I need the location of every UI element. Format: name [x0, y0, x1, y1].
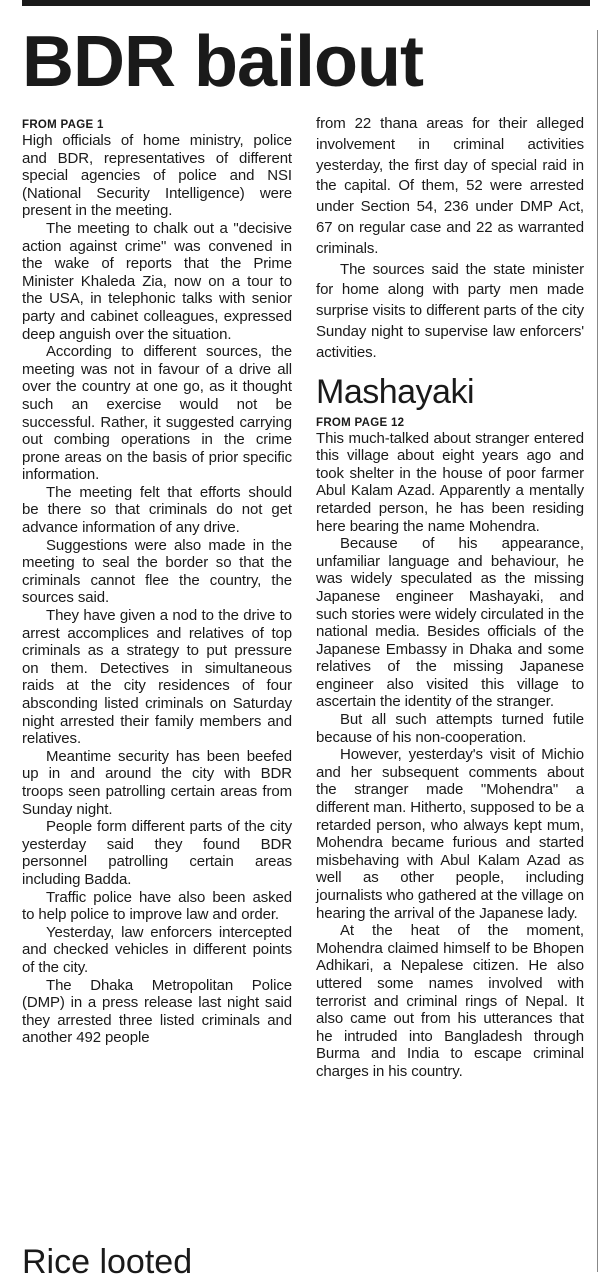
paragraph: According to different sources, the meeting was not in favour of a drive all over the country at one go, as it thought such an exercise would not be successful. Rather, it suggested carrying out combing operations in the crime prone areas on the basis of prior specific information.	[22, 343, 292, 484]
paragraph: At the heat of the moment, Mohendra claimed himself to be Bhopen Adhikari, a Nepalese citizen. He also uttered some names involved with terrorist and criminal rings of Nepal. It also came out from his utterances that he intruded into Bangladesh through Burma and India to escape criminal charges in his country.	[316, 922, 584, 1080]
paragraph: However, yesterday's visit of Michio and her subsequent comments about the stranger made "Mohendra" a different man. Hitherto, supposed to be a retarded person, who always kept mum, Mohendra became furious and started misbehaving with Abul Kalam Azad as well as other people, including journalists who gathered at the village on hearing the arrival of the Japanese lady.	[316, 746, 584, 922]
story-column-left	[22, 118, 292, 1047]
paragraph: Suggestions were also made in the meeting to seal the border so that the criminals cannot flee the country, the sources said.	[22, 536, 292, 607]
paragraph: People form different parts of the city yesterday said they found BDR personnel patrolling certain areas including Badda.	[22, 818, 292, 888]
paragraph: This much-talked about stranger entered this village about eight years ago and took shelter in the house of poor farmer Abul Kalam Azad. Apparently a mentally retarded person, he has been residing here bearing the name Mohendra.	[316, 429, 584, 535]
column-rule	[597, 30, 598, 1272]
paragraph: But all such attempts turned futile because of his non-cooperation.	[316, 711, 584, 746]
paragraph: from 22 thana areas for their alleged involvement in criminal activities yesterday, the first day of special raid in the capital. Of them, 52 were arrested under Section 54, 236 under DMP Act, 67 on regular case and 22 as warranted criminals.	[316, 115, 584, 257]
subheadline: Mashayaki	[316, 372, 475, 411]
paragraph: They have given a nod to the drive to arrest accomplices and relatives of top criminals as a strategy to put pressure on them. Detectives in simultaneous raids at the city residences of four absconding listed criminals on Saturday night arrested their family members and relatives.	[22, 607, 292, 748]
paragraph: The meeting to chalk out a "decisive action against crime" was convened in the wake of reports that the Prime Minister Khaleda Zia, now on a tour to the USA, in telephonic talks with senior party and cabinet colleagues, expressed deep anguish over the situation.	[22, 219, 292, 343]
paragraph: Traffic police have also been asked to help police to improve law and order.	[22, 888, 292, 924]
paragraph: The Dhaka Metropolitan Police (DMP) in a press release last night said they arrested three listed criminals and another 492 people	[22, 976, 292, 1047]
paragraph: Because of his appearance, unfamiliar language and behaviour, he was widely speculated as the missing Japanese engineer Mashayaki, and such stories were widely circulated in the national media. Besides officials of the Japanese Embassy in Dhaka and some relatives of the missing Japanese engineer also visited this village to ascertain the identity of the stranger.	[316, 535, 584, 711]
paragraph: The meeting felt that efforts should be there so that criminals do not get advance information of any drive.	[22, 483, 292, 537]
story-mashayaki	[316, 372, 584, 1081]
paragraph: Yesterday, law enforcers intercepted and checked vehicles in different points of the city.	[22, 923, 292, 976]
paragraph: High officials of home ministry, police and BDR, representatives of different special agencies of police and NSI (National Security Intelligence) were present in the meeting.	[22, 132, 292, 220]
paragraph: The sources said the state minister for home along with party men made surprise visits to different parts of the city Sunday night to supervise law enforcers' activities.	[316, 260, 584, 361]
headline: BDR bailout	[22, 22, 423, 102]
paragraph: Meantime security has been beefed up in and around the city with BDR troops seen patrolling certain areas from Sunday night.	[22, 747, 292, 818]
dateline: FROM PAGE 1	[22, 119, 104, 131]
story-column-right	[316, 114, 584, 1081]
top-rule	[22, 0, 590, 6]
next-story-headline: Rice looted	[22, 1243, 193, 1281]
dateline: FROM PAGE 12	[316, 416, 405, 429]
